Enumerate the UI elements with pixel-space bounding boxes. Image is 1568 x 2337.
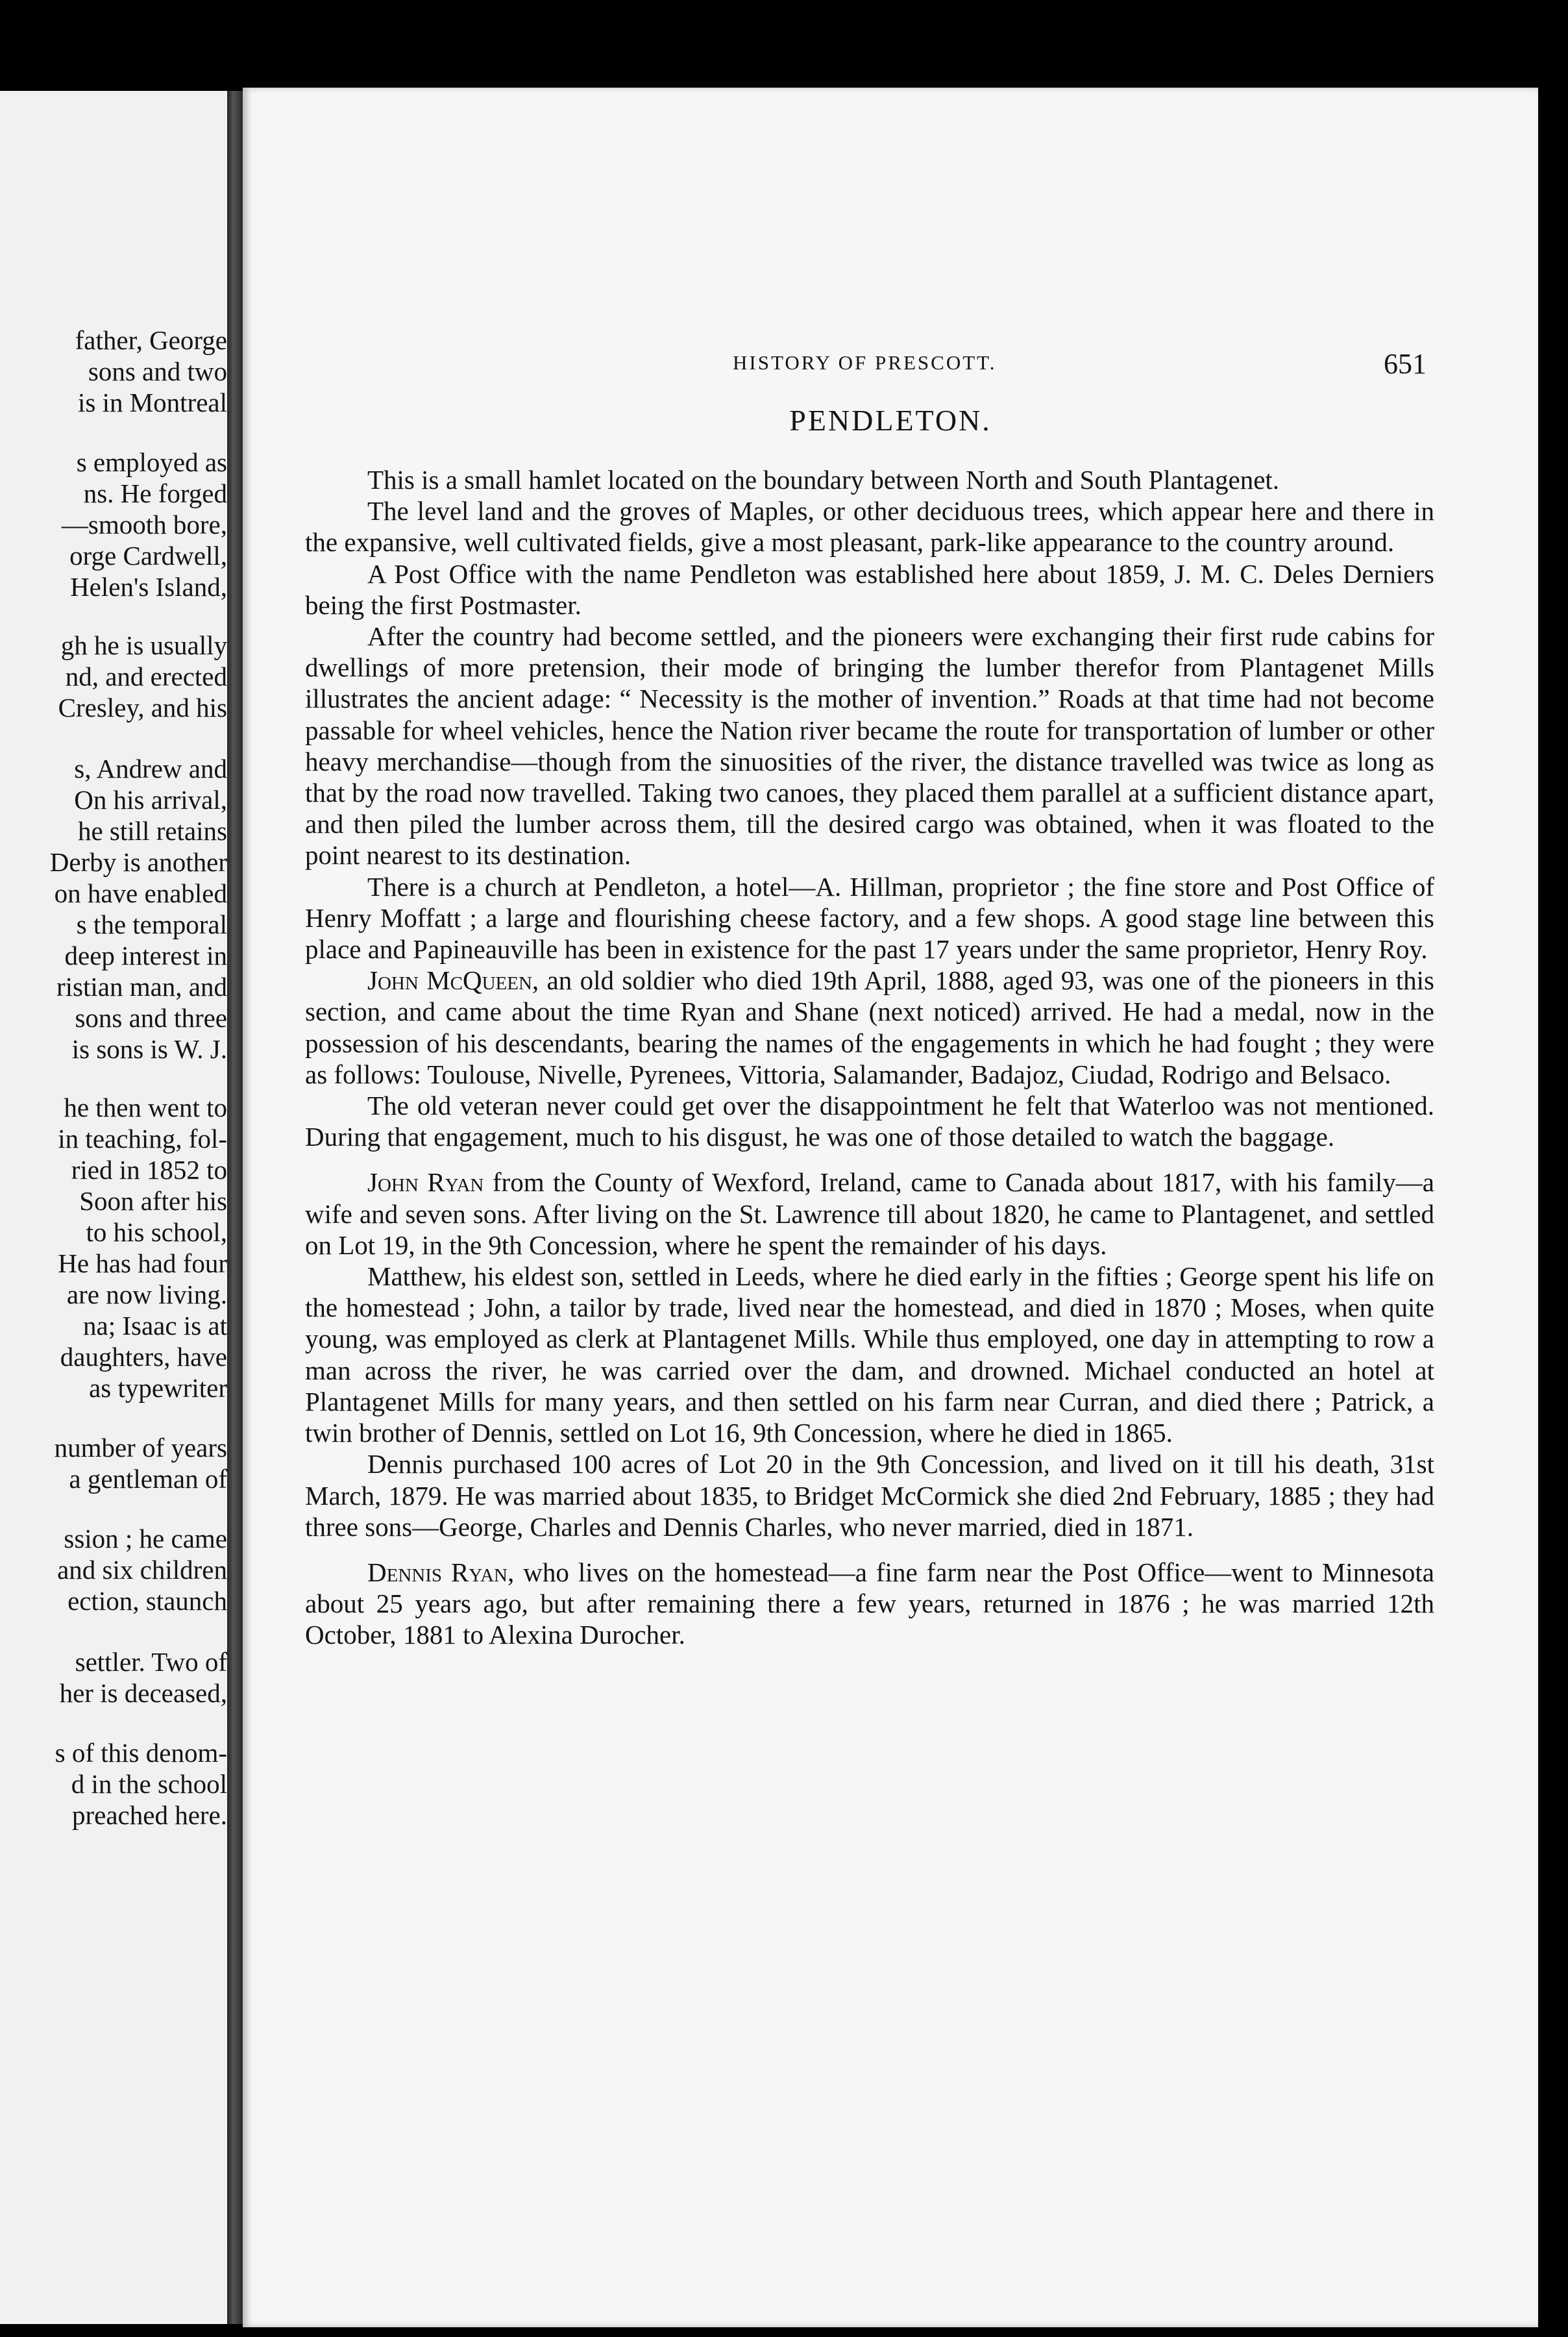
facing-page-line: nd, and erected	[65, 662, 227, 691]
paragraph: After the country had become settled, and the pioneers were exchanging their first rude cabins for dwellings of more pretension, their mode of bringing the lumber therefor from Plantagenet Mills illustrates the ancient adage: “ Necessity is the mother of invention.” Roads at that time had not become passable for wheel vehicles, hence the Nation river became the route for transportation of lumber or other heavy merchandise—though from the sinuosities of the river, the distance travelled was twice as long as that by the road now travelled. Taking two canoes, they placed them parallel at a sufficient distance apart, and then piled the lumber across them, till the desired cargo was obtained, when it was floated to the point nearest to its destination.	[305, 621, 1434, 871]
facing-page-line: and six children	[57, 1555, 227, 1585]
person-name: Dennis Ryan	[367, 1557, 508, 1587]
facing-page-line: ssion ; he came	[64, 1524, 227, 1553]
facing-page-line: sons and two	[88, 356, 227, 386]
facing-page-line: to his school,	[86, 1217, 227, 1247]
person-name: John McQueen	[367, 965, 532, 996]
book-gutter	[227, 91, 243, 2324]
facing-page-line: ristian man, and	[56, 972, 227, 1002]
running-head	[243, 347, 1538, 386]
facing-page-line: s, Andrew and	[74, 754, 227, 784]
paragraph: Matthew, his eldest son, settled in Leeds, where he died early in the fifties ; George spent his life on the homestead ; John, a tailor by trade, lived near the homestead, and died in 1870 ; Moses, when quite young, was employed as clerk at Plantagenet Mills. While thus employed, one day in attempting to row a man across the river, he was carried over the dam, and drowned. Michael conducted an hotel at Plantagenet Mills for many years, and then settled on his farm near Curran, and died there ; Patrick, a twin brother of Dennis, settled on Lot 16, 9th Concession, where he died in 1865.	[305, 1261, 1434, 1448]
paragraph-text: from the County of Wexford, Ireland, came to Canada about 1817, with his family—a wife and seven sons. After living on the St. Lawrence till about 1820, he came to Plantagenet, and settled on Lot 19, in the 9th Concession, where he spent the remainder of his days.	[305, 1167, 1434, 1260]
facing-page-line: father, George	[75, 325, 227, 355]
running-title: HISTORY OF PRESCOTT.	[733, 351, 997, 374]
paragraph	[305, 965, 1434, 1090]
article-body	[305, 464, 1434, 1651]
facing-page-line: orge Cardwell,	[69, 541, 227, 571]
paragraph-text: , an old soldier who died 19th April, 1888, aged 93, was one of the pioneers in this section, and came about the time Ryan and Shane (next noticed) arrived. He had a medal, now in the possession of his descendants, bearing the names of the engagements in which he had fought ; they were as follows: Toulouse, Nivelle, Pyrenees, Vittoria, Salamander, Badajoz, Ciudad, Rodrigo and Belsaco.	[305, 965, 1434, 1089]
book-page	[243, 88, 1538, 2327]
facing-page-line: d in the school	[71, 1769, 227, 1799]
person-name: John Ryan	[367, 1167, 484, 1198]
facing-page-line: a gentleman of	[69, 1464, 227, 1494]
paragraph	[305, 1167, 1434, 1261]
page-number: 651	[1384, 348, 1427, 380]
facing-page-line: daughters, have	[60, 1342, 227, 1372]
facing-page-line: s employed as	[76, 447, 227, 477]
facing-page-line: —smooth bore,	[61, 510, 227, 539]
facing-page-line: na; Isaac is at	[83, 1311, 227, 1341]
facing-page-line: is sons is W. J.	[71, 1034, 227, 1064]
facing-page-fragment	[0, 91, 227, 2324]
facing-page-line: gh he is usually	[60, 630, 227, 660]
facing-page-line: deep interest in	[64, 941, 227, 971]
facing-page-line: Soon after his	[79, 1186, 227, 1216]
paragraph: There is a church at Pendleton, a hotel—A. Hillman, proprietor ; the fine store and Post Office of Henry Moffatt ; a large and flourishing cheese factory, and a few shops. A good stage line between this place and Papineauville has been in existence for the past 17 years under the same proprietor, Henry Roy.	[305, 871, 1434, 965]
facing-page-line: He has had four	[58, 1248, 227, 1278]
paragraph: Dennis purchased 100 acres of Lot 20 in the 9th Concession, and lived on it till his death, 31st March, 1879. He was married about 1835, to Bridget McCormick she died 2nd February, 1885 ; they had three sons—George, Charles and Dennis Charles, who never married, died in 1871.	[305, 1449, 1434, 1542]
facing-page-line: On his arrival,	[74, 785, 227, 815]
facing-page-line: preached here.	[72, 1800, 227, 1830]
section-title: PENDLETON.	[789, 404, 992, 437]
facing-page-line: Derby is another	[49, 847, 227, 877]
paragraph: A Post Office with the name Pendleton was established here about 1859, J. M. C. Deles Derniers being the first Postmaster.	[305, 558, 1434, 620]
facing-page-line: ried in 1852 to	[71, 1155, 227, 1185]
facing-page-line: ns. He forged	[83, 478, 227, 508]
facing-page-line: are now living.	[66, 1280, 227, 1309]
facing-page-line: as typewriter	[89, 1373, 227, 1403]
facing-page-line: he still retains	[77, 816, 227, 846]
facing-page-line: her is deceased,	[59, 1678, 227, 1708]
facing-page-line: s the temporal	[76, 909, 227, 939]
facing-page-line: in teaching, fol-	[58, 1124, 227, 1154]
facing-page-line: s of this denom-	[55, 1738, 227, 1768]
facing-page-line: Helen's Island,	[70, 572, 227, 602]
facing-page-line: is in Montreal	[77, 388, 227, 417]
paragraph: The level land and the groves of Maples, or other deciduous trees, which appear here and there in the expansive, well cultivated fields, give a most pleasant, park-like appearance to the country around.	[305, 496, 1434, 558]
facing-page-line: on have enabled	[54, 878, 227, 908]
paragraph	[305, 1557, 1434, 1651]
facing-page-line: number of years	[54, 1433, 227, 1463]
paragraph: The old veteran never could get over the disappointment he felt that Waterloo was not mentioned. During that engagement, much to his disgust, he was one of those detailed to watch the baggage.	[305, 1091, 1434, 1152]
paragraph: This is a small hamlet located on the boundary between North and South Plantagenet.	[367, 465, 1280, 495]
facing-page-line: he then went to	[64, 1093, 227, 1122]
facing-page-line: settler. Two of	[75, 1647, 227, 1677]
facing-page-line: Cresley, and his	[58, 693, 227, 723]
facing-page-line: ection, staunch	[67, 1586, 227, 1616]
paragraph-text: , who lives on the homestead—a fine farm near the Post Office—went to Minnesota about 25 years ago, but after remaining there a few years, returned in 1876 ; he was married 12th October, 1881 to Alexina Durocher.	[305, 1557, 1434, 1650]
facing-page-line: sons and three	[75, 1003, 227, 1033]
